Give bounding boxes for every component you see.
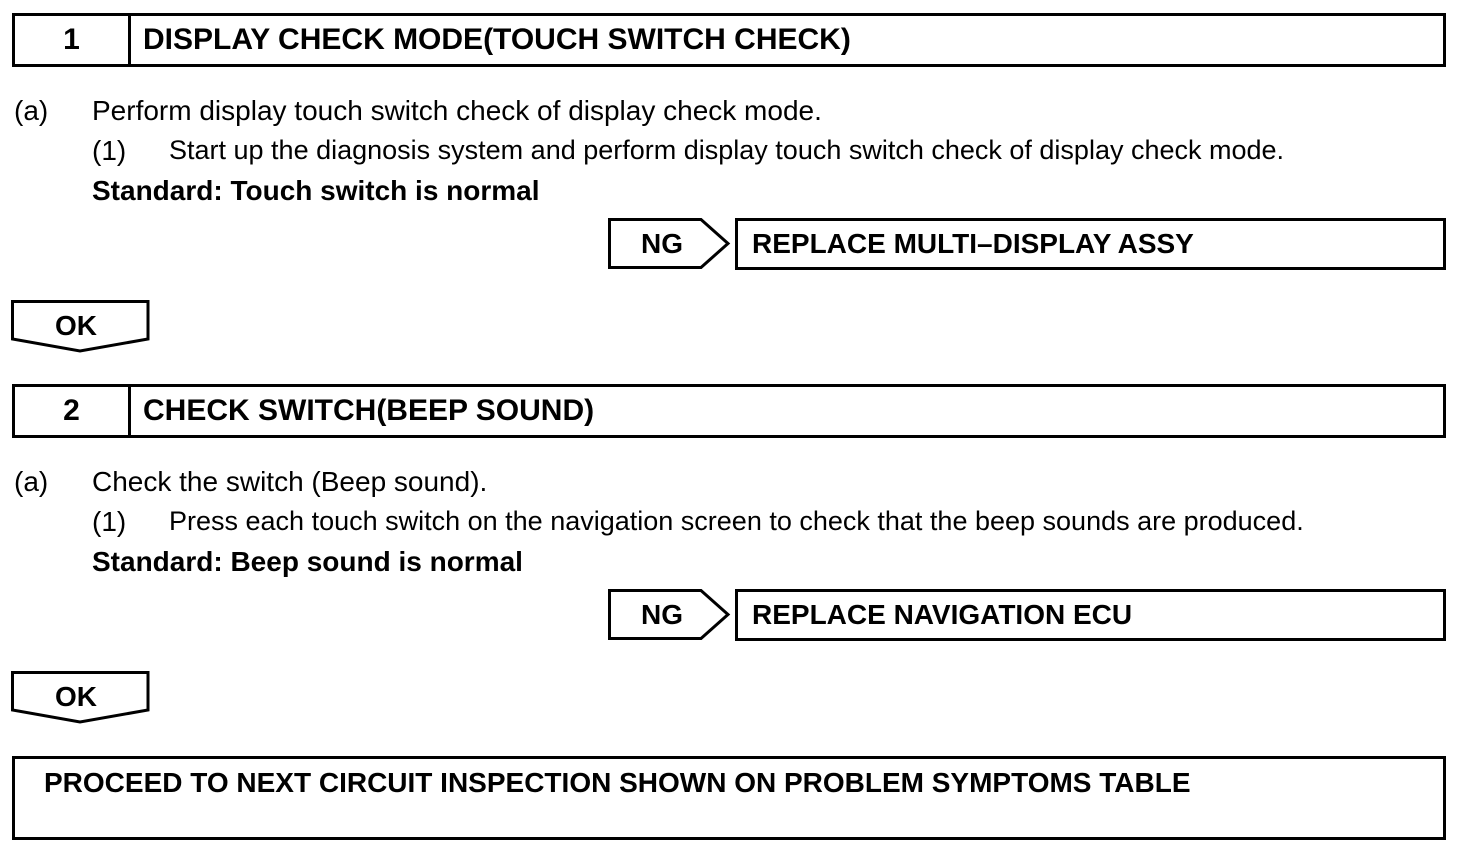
step-1-ng-action: REPLACE MULTI–DISPLAY ASSY — [735, 218, 1446, 270]
step-2-sub-a-marker: (a) — [14, 466, 49, 497]
step-2-ok-label: OK — [55, 681, 97, 712]
step-2-title: CHECK SWITCH(BEEP SOUND) — [143, 394, 595, 427]
step-1-sub-a-marker: (a) — [14, 95, 49, 126]
final-action-text: PROCEED TO NEXT CIRCUIT INSPECTION SHOWN ON PROBLEM SYMPTOMS TABLE — [44, 767, 1191, 798]
step-1-ng-label: NG — [641, 228, 683, 259]
step-1-title: DISPLAY CHECK MODE(TOUCH SWITCH CHECK) — [143, 23, 851, 56]
step-2-sub-1-marker: (1) — [92, 506, 127, 537]
step-1-sub-1-marker: (1) — [92, 135, 127, 166]
step-1-sub-a-text: Perform display touch switch check of display check mode. — [92, 95, 822, 126]
step-2-standard: Standard: Beep sound is normal — [92, 546, 523, 577]
step-2-ng-label: NG — [641, 599, 683, 630]
step-1-number: 1 — [15, 16, 131, 64]
step-1-header — [12, 13, 1446, 67]
step-2-sub-1-text: Press each touch switch on the navigation screen to check that the beep sounds are produced. — [169, 506, 1304, 536]
step-2-sub-a-text: Check the switch (Beep sound). — [92, 466, 488, 497]
step-1-sub-1-text: Start up the diagnosis system and perform display touch switch check of display check mode. — [169, 135, 1285, 165]
step-2-header — [12, 384, 1446, 438]
step-2-ng-action: REPLACE NAVIGATION ECU — [735, 589, 1446, 641]
step-1-standard: Standard: Touch switch is normal — [92, 175, 540, 206]
step-2-number: 2 — [15, 387, 131, 435]
step-1-ok-label: OK — [55, 310, 97, 341]
final-action-box — [12, 756, 1446, 840]
